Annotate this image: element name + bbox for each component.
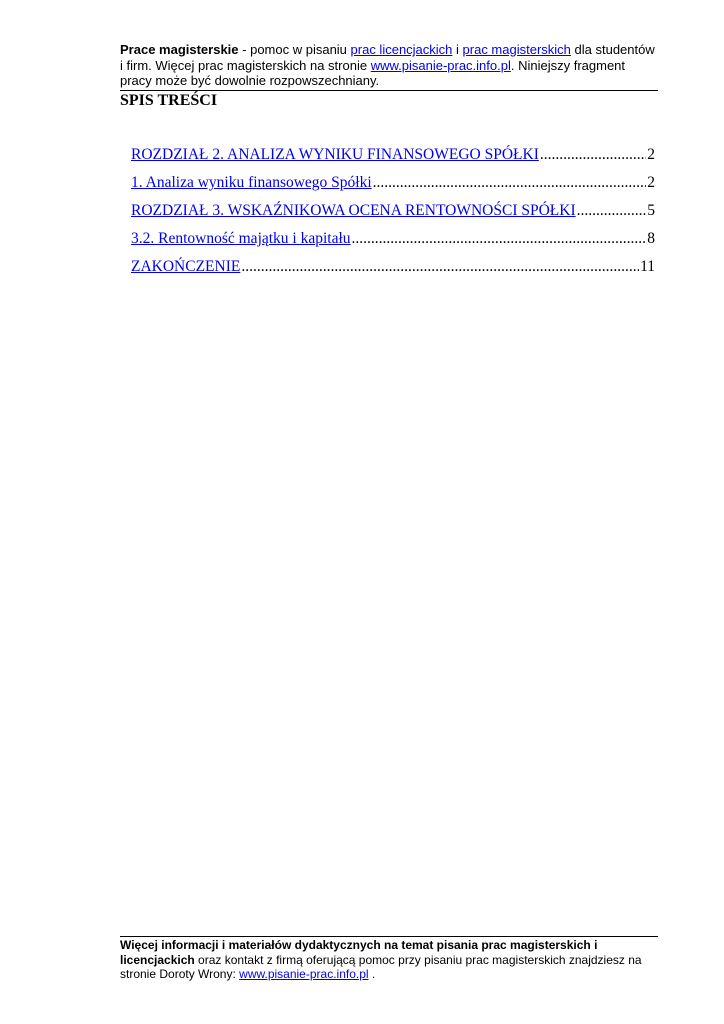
header-link-magisterskich[interactable]: prac magisterskich <box>462 42 571 57</box>
toc-entry-page: 8 <box>647 230 655 247</box>
footer-lead: Więcej informacji i materiałów dydaktycznych na temat pisania prac magisterskich i licencjackich <box>120 938 598 967</box>
toc-entry-page: 2 <box>647 146 655 163</box>
header-divider <box>120 90 658 91</box>
page-footer <box>120 938 660 982</box>
toc-dot-leader <box>352 229 647 249</box>
toc-entry-title[interactable]: 1. Analiza wyniku finansowego Spółki <box>131 174 372 191</box>
table-of-contents <box>131 145 655 285</box>
header-text-4: . Niniejszy fragment pracy może być dowolnie rozpowszechniany. <box>120 57 626 88</box>
toc-entry[interactable] <box>131 173 655 201</box>
toc-entry-page: 11 <box>640 258 655 275</box>
toc-entry-title[interactable]: ROZDZIAŁ 2. ANALIZA WYNIKU FINANSOWEGO SPÓŁKI <box>131 146 539 163</box>
header-link-website[interactable]: www.pisanie-prac.info.pl <box>370 57 511 73</box>
header-text-1: - pomoc w pisaniu <box>238 42 351 57</box>
toc-dot-leader <box>540 145 646 165</box>
footer-link-website[interactable]: www.pisanie-prac.info.pl <box>239 967 369 981</box>
toc-entry[interactable] <box>131 145 655 173</box>
header-text-3: dla studentów i firm. Więcej prac magisterskich na stronie <box>120 42 655 73</box>
toc-dot-leader <box>373 173 647 193</box>
header-lead: Prace magisterskie <box>120 42 239 57</box>
footer-text-2: . <box>368 967 376 981</box>
footer-text-1: oraz kontakt z firmą oferującą pomoc przy pisaniu prac magisterskich znajdziesz na stronie Doroty Wrony: <box>120 952 642 981</box>
page-header <box>120 42 660 89</box>
header-link-licencjackich[interactable]: prac licencjackich <box>350 42 453 57</box>
footer-divider <box>120 936 658 937</box>
toc-entry-page: 2 <box>647 174 655 191</box>
toc-dot-leader <box>577 201 647 221</box>
toc-entry-title[interactable]: ROZDZIAŁ 3. WSKAŹNIKOWA OCENA RENTOWNOŚCI SPÓŁKI <box>131 202 576 219</box>
toc-entry-title[interactable]: 3.2. Rentowność majątku i kapitału <box>131 230 351 247</box>
toc-entry[interactable] <box>131 229 655 257</box>
header-text-2: i <box>452 42 463 57</box>
toc-entry[interactable] <box>131 257 655 285</box>
toc-entry-title[interactable]: ZAKOŃCZENIE <box>131 258 241 275</box>
toc-entry[interactable] <box>131 201 655 229</box>
toc-entry-page: 5 <box>647 202 655 219</box>
toc-heading: SPIS TREŚCI <box>120 92 218 109</box>
toc-dot-leader <box>241 257 639 277</box>
